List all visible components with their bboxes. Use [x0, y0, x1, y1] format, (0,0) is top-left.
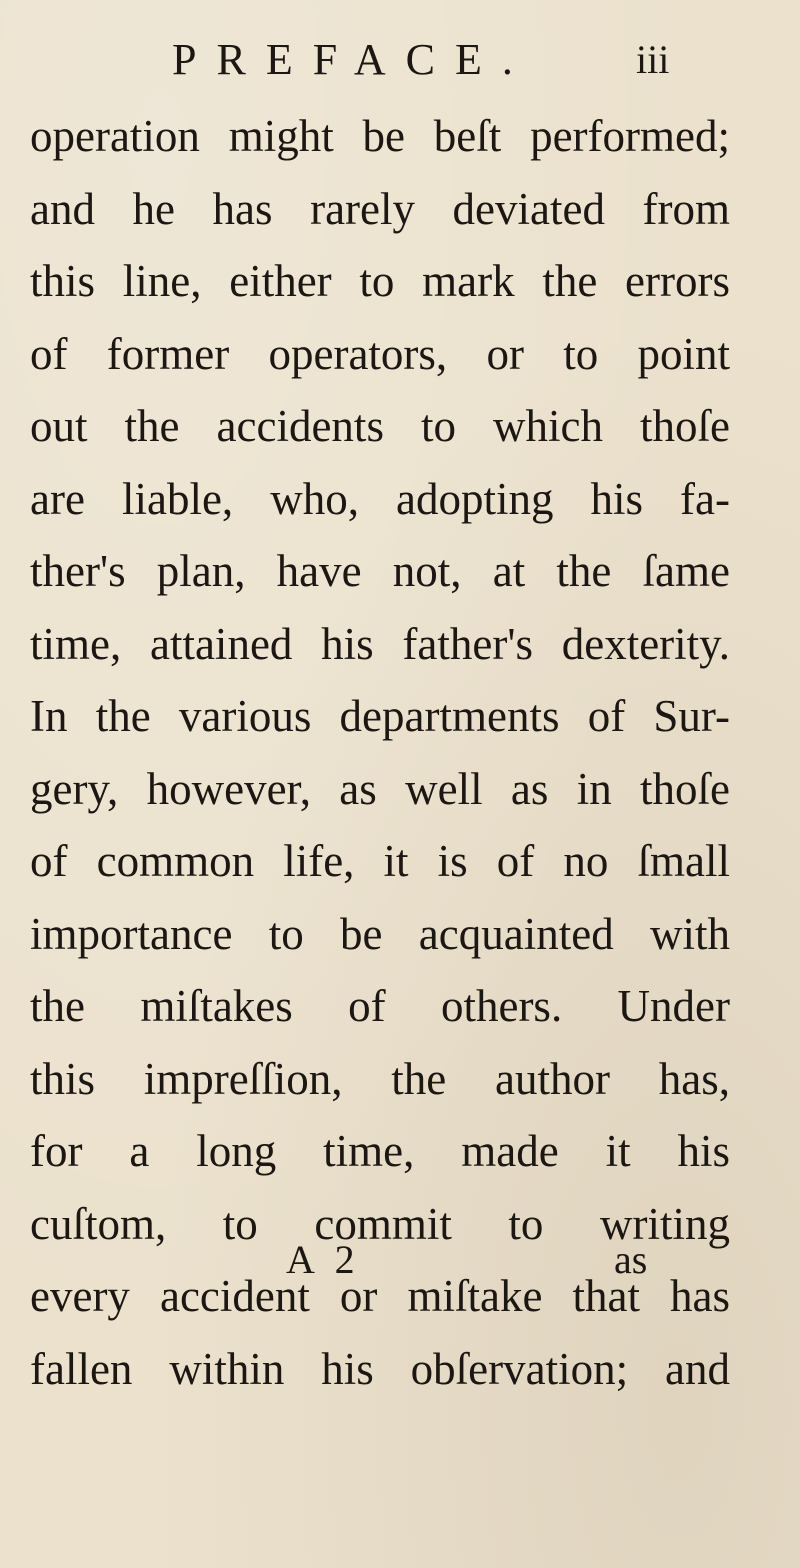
text-line: and he has rarely deviated from — [30, 183, 730, 234]
text-line: out the accidents to which thoſe — [30, 401, 730, 451]
text-line: of former operators, or to point — [30, 328, 730, 379]
signature-mark: A 2 — [286, 1237, 361, 1282]
text-line: are liable, who, adopting his fa- — [30, 473, 730, 524]
running-head — [0, 32, 800, 88]
text-line: operation might be beſt performed; — [30, 111, 730, 161]
text-line: this line, either to mark the errors — [30, 256, 730, 306]
catchword: as — [614, 1237, 648, 1282]
text-line: for a long time, made it his — [30, 1126, 730, 1176]
text-line: gery, however, as well as in thoſe — [30, 763, 730, 814]
text-line: fallen within his obſervation; and — [30, 1343, 730, 1394]
body-text — [30, 100, 730, 1405]
text-line: the miſtakes of others. Under — [30, 981, 730, 1031]
text-line: time, attained his father's dexterity. — [30, 618, 730, 669]
text-line: this impreſſion, the author has, — [30, 1053, 730, 1104]
page-number: iii — [636, 37, 670, 82]
text-line: In the various departments of Sur- — [30, 691, 730, 741]
page-footer — [0, 1230, 800, 1290]
text-line: ther's plan, have not, at the ſame — [30, 546, 730, 596]
text-line: cuſtom, to commit to writing — [30, 1198, 730, 1249]
text-line: importance to be acquainted with — [30, 908, 730, 959]
text-line: every accident or miſtake that has — [30, 1271, 730, 1321]
running-head-title: PREFACE. — [172, 35, 533, 84]
text-line: of common life, it is of no ſmall — [30, 836, 730, 886]
